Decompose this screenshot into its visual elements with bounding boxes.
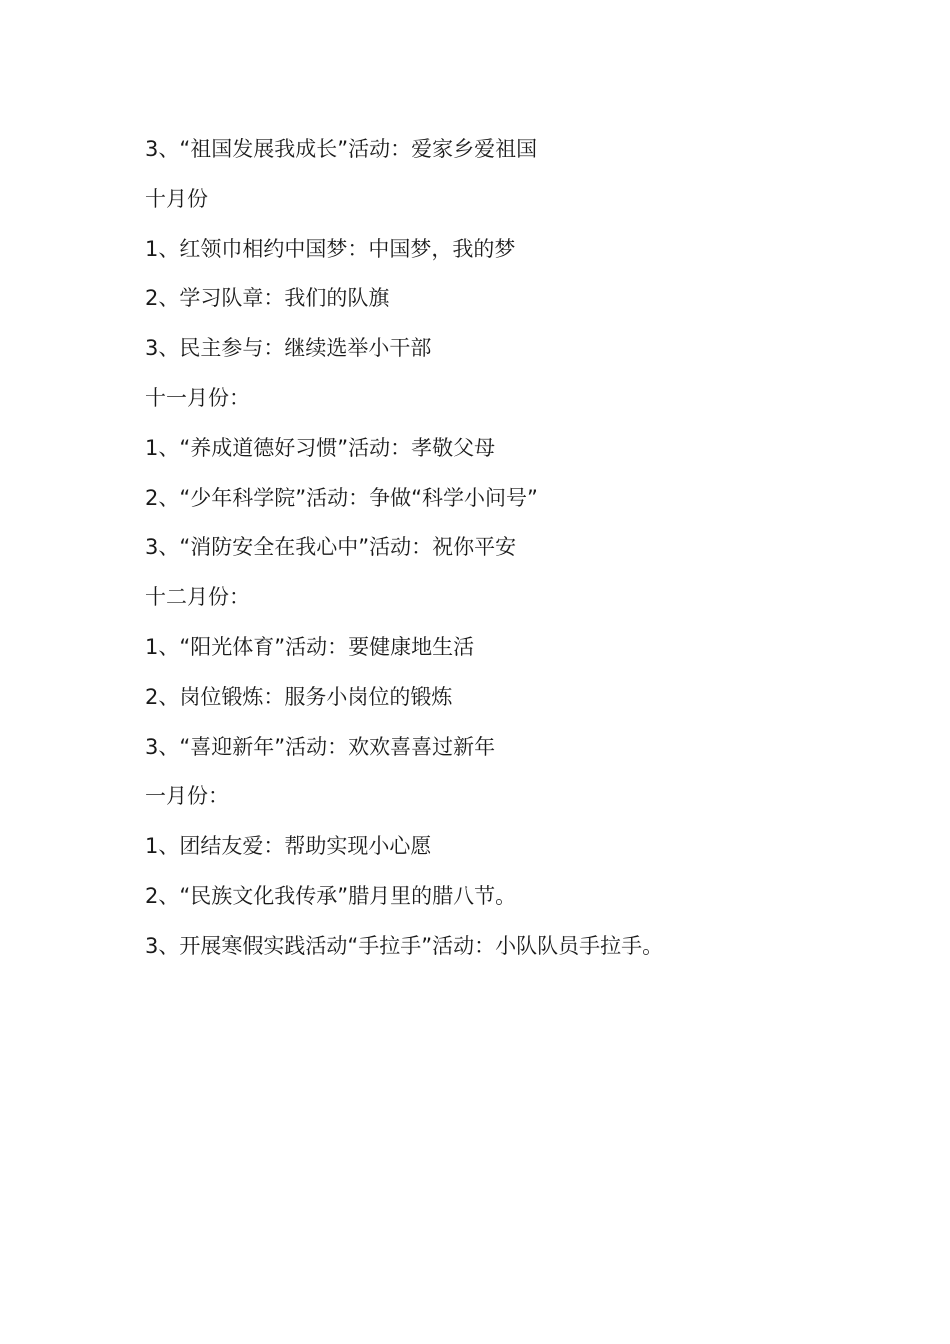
list-item-december-3: 3、“喜迎新年”活动：欢欢喜喜过新年 bbox=[145, 734, 496, 759]
list-item-november-1: 1、“养成道德好习惯”活动：孝敬父母 bbox=[145, 435, 496, 460]
list-item-october-1: 1、红领巾相约中国梦：中国梦，我的梦 bbox=[145, 236, 516, 261]
month-heading-january: 一月份： bbox=[145, 784, 229, 809]
list-item-december-1: 1、“阳光体育”活动：要健康地生活 bbox=[145, 634, 475, 659]
list-item-october-3: 3、民主参与：继续选举小干部 bbox=[145, 336, 432, 361]
list-item-october-2: 2、学习队章：我们的队旗 bbox=[145, 286, 390, 311]
document-body bbox=[145, 131, 865, 978]
list-item-november-3: 3、“消防安全在我心中”活动：祝你平安 bbox=[145, 535, 517, 560]
list-item-january-1: 1、团结友爱：帮助实现小心愿 bbox=[145, 834, 432, 859]
month-heading-november: 十一月份： bbox=[145, 385, 250, 410]
list-item-january-3: 3、开展寒假实践活动“手拉手”活动：小队队员手拉手。 bbox=[145, 933, 664, 958]
month-heading-december: 十二月份： bbox=[145, 585, 250, 610]
list-item-january-2: 2、“民族文化我传承”腊月里的腊八节。 bbox=[145, 883, 517, 908]
list-item-december-2: 2、岗位锻炼：服务小岗位的锻炼 bbox=[145, 684, 453, 709]
list-item-september-3: 3、“祖国发展我成长”活动：爱家乡爱祖国 bbox=[145, 137, 538, 161]
list-item-november-2: 2、“少年科学院”活动：争做“科学小问号” bbox=[145, 485, 538, 510]
month-heading-october: 十月份 bbox=[145, 186, 208, 211]
